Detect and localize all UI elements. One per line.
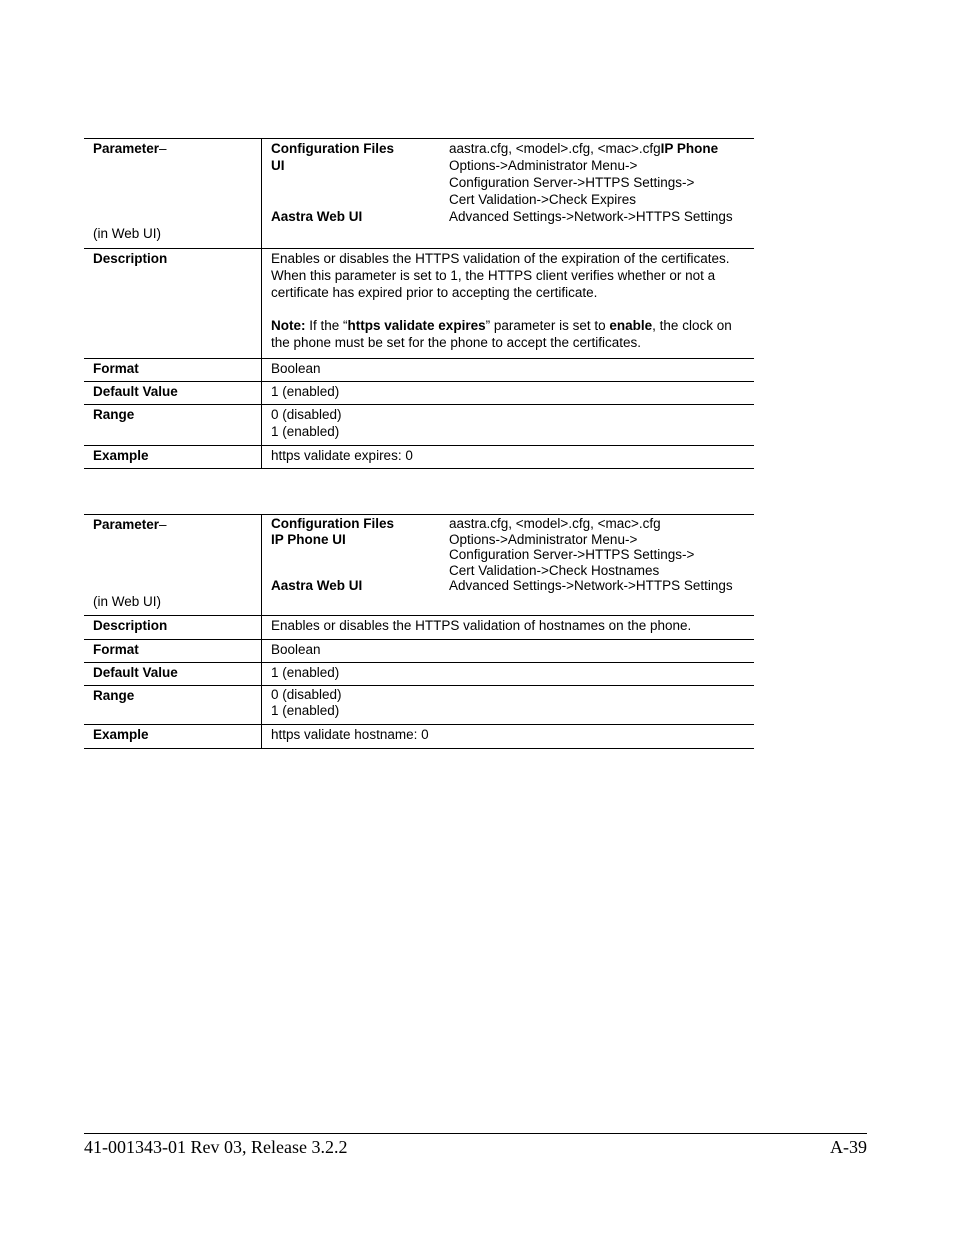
table-row-format bbox=[84, 359, 754, 382]
parameter-label: Parameter bbox=[93, 517, 160, 532]
table-row-default-value bbox=[84, 382, 754, 405]
config-files-value: aastra.cfg, <model>.cfg, <mac>.cfg bbox=[449, 141, 661, 156]
default-value: 1 (enabled) bbox=[271, 665, 340, 680]
description-text: Enables or disables the HTTPS validation of the expiration of the certificates. When this parameter is set to 1, the HTTPS client verifies whether or not a certificate has expired prior to accepting the certificate. bbox=[271, 251, 730, 300]
description-note: Note: If the “https validate expires” parameter is set to enable, the clock on the phone must be set for the phone to accept the certificates. bbox=[271, 318, 732, 350]
web-ui-path: Advanced Settings->Network->HTTPS Settings bbox=[449, 209, 733, 224]
web-ui-path: Advanced Settings->Network->HTTPS Settings bbox=[449, 578, 733, 594]
ip-phone-path-line2: Configuration Server->HTTPS Settings-> bbox=[449, 547, 695, 563]
ip-phone-path-line1: Options->Administrator Menu-> bbox=[449, 531, 638, 547]
table-row-example bbox=[84, 725, 754, 749]
range-value-enabled: 1 (enabled) bbox=[271, 703, 340, 718]
ip-phone-label: IP Phone UI bbox=[271, 531, 346, 547]
format-label: Format bbox=[93, 642, 139, 657]
ip-phone-label-inline: IP Phone bbox=[660, 141, 719, 156]
parameter-webui-note: (in Web UI) bbox=[93, 594, 162, 609]
parameter-dash: – bbox=[159, 141, 167, 156]
parameter-value-cell bbox=[262, 515, 755, 616]
description-label: Description bbox=[93, 618, 168, 633]
description-text: Enables or disables the HTTPS validation of hostnames on the phone. bbox=[271, 618, 692, 633]
ip-phone-path-line2: Configuration Server->HTTPS Settings-> bbox=[449, 175, 695, 190]
table-row-description bbox=[84, 616, 754, 640]
table-row-example bbox=[84, 446, 754, 469]
example-label: Example bbox=[93, 727, 149, 742]
parameter-webui-note: (in Web UI) bbox=[93, 226, 162, 241]
range-value-enabled: 1 (enabled) bbox=[271, 424, 340, 439]
config-files-label: Configuration Files bbox=[271, 516, 394, 531]
table-row-range bbox=[84, 686, 754, 725]
range-label: Range bbox=[93, 407, 135, 422]
ip-phone-path-line1: Options->Administrator Menu-> bbox=[449, 158, 638, 173]
example-label: Example bbox=[93, 448, 149, 463]
parameter-label: Parameter bbox=[93, 141, 160, 156]
table-row-description bbox=[84, 249, 754, 359]
default-value-label: Default Value bbox=[93, 384, 178, 399]
range-value-disabled: 0 (disabled) bbox=[271, 407, 342, 422]
format-value: Boolean bbox=[271, 361, 321, 376]
example-value: https validate expires: 0 bbox=[271, 448, 413, 463]
ip-phone-label-continued: UI bbox=[271, 158, 285, 173]
parameter-table-https-validate-hostname bbox=[84, 514, 754, 749]
description-label: Description bbox=[93, 251, 168, 266]
default-value-label: Default Value bbox=[93, 665, 178, 680]
config-files-label: Configuration Files bbox=[271, 141, 394, 156]
footer-document-id: 41-001343-01 Rev 03, Release 3.2.2 bbox=[84, 1137, 348, 1157]
ip-phone-path-line3: Cert Validation->Check Expires bbox=[449, 192, 636, 207]
parameter-label-cell bbox=[84, 139, 262, 249]
table-row-format bbox=[84, 640, 754, 663]
table-row-default-value bbox=[84, 663, 754, 686]
web-ui-label: Aastra Web UI bbox=[271, 578, 363, 594]
parameter-dash: – bbox=[159, 517, 167, 532]
parameter-value-cell bbox=[262, 139, 755, 249]
ip-phone-path-line3: Cert Validation->Check Hostnames bbox=[449, 562, 660, 578]
default-value: 1 (enabled) bbox=[271, 384, 340, 399]
config-files-value: aastra.cfg, <model>.cfg, <mac>.cfg bbox=[449, 516, 661, 531]
range-label: Range bbox=[93, 688, 135, 703]
table-row-parameter bbox=[84, 139, 754, 249]
parameter-label-cell bbox=[84, 515, 262, 616]
web-ui-label: Aastra Web UI bbox=[271, 209, 363, 224]
range-value-disabled: 0 (disabled) bbox=[271, 687, 342, 702]
footer-divider bbox=[84, 1133, 867, 1134]
footer-page-number: A-39 bbox=[830, 1137, 867, 1157]
format-value: Boolean bbox=[271, 642, 321, 657]
table-row-parameter bbox=[84, 515, 754, 616]
example-value: https validate hostname: 0 bbox=[271, 727, 429, 742]
format-label: Format bbox=[93, 361, 139, 376]
parameter-table-https-validate-expires bbox=[84, 138, 754, 469]
table-row-range bbox=[84, 405, 754, 446]
